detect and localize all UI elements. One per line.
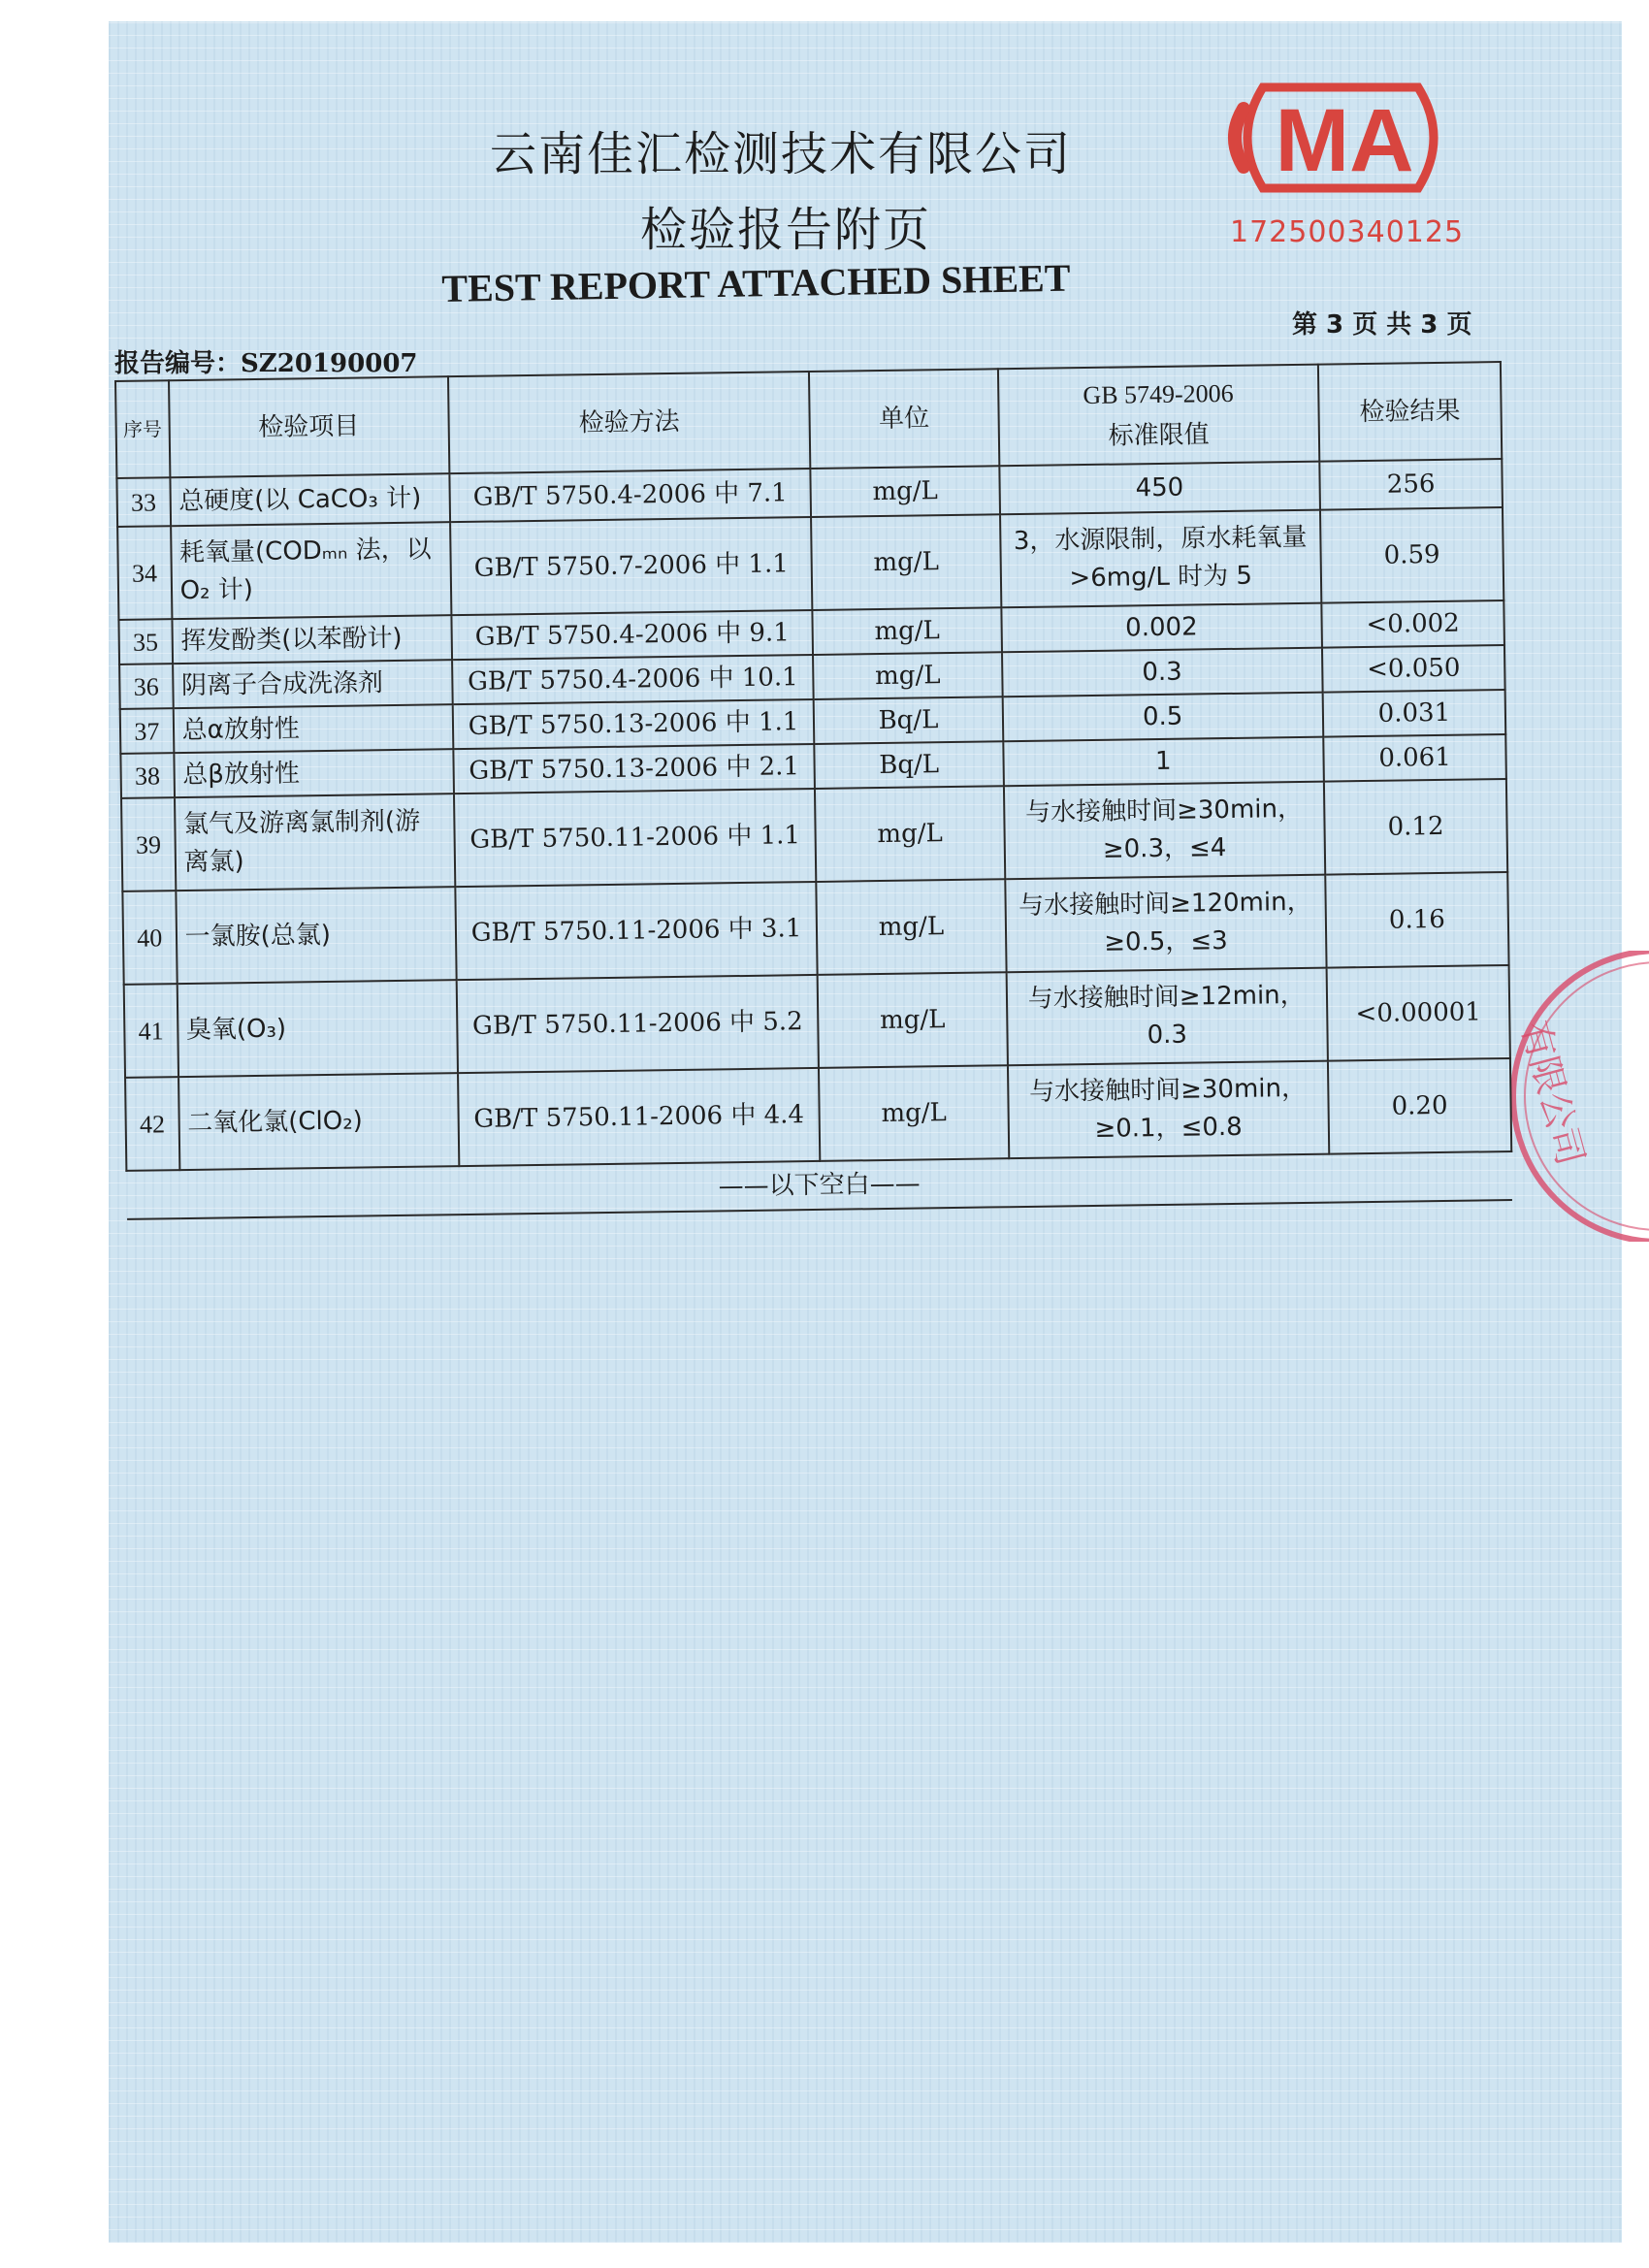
row-item: 二氧化氯(ClO₂) xyxy=(178,1073,459,1170)
row-seq: 41 xyxy=(124,984,178,1078)
row-seq: 40 xyxy=(122,891,177,985)
row-result: <0.00001 xyxy=(1327,965,1510,1061)
row-result: 256 xyxy=(1319,459,1503,510)
row-item: 一氯胺(总氯) xyxy=(176,887,456,984)
seal-text: 有限公司 xyxy=(1512,1016,1593,1170)
report-number-label: 报告编号： xyxy=(114,349,242,378)
row-method: GB/T 5750.4-2006 中 9.1 xyxy=(451,610,814,660)
row-limit: 0.5 xyxy=(1002,693,1323,742)
row-item: 耗氧量(CODₘₙ 法，以 O₂ 计) xyxy=(171,522,451,619)
row-seq: 34 xyxy=(117,526,172,620)
header-limit-line2: 标准限值 xyxy=(1108,419,1210,451)
page-info: 第 3 页 共 3 页 xyxy=(1292,310,1472,340)
row-limit: 与水接触时间≥30min，≥0.1，≤0.8 xyxy=(1007,1061,1329,1159)
header-limit xyxy=(997,365,1319,467)
header-item: 检验项目 xyxy=(169,376,449,477)
row-method: GB/T 5750.11-2006 中 3.1 xyxy=(455,882,818,980)
row-item: 总α放射性 xyxy=(173,704,453,753)
row-item: 臭氧(O₃) xyxy=(177,980,457,1077)
row-method: GB/T 5750.13-2006 中 2.1 xyxy=(453,744,816,794)
row-unit: mg/L xyxy=(813,607,1002,655)
sheet-title-en: TEST REPORT ATTACHED SHEET xyxy=(441,255,1071,310)
result-table xyxy=(114,361,1513,1220)
row-item: 阴离子合成洗涤剂 xyxy=(173,660,453,708)
row-method: GB/T 5750.13-2006 中 1.1 xyxy=(452,699,815,749)
row-unit: mg/L xyxy=(814,652,1003,699)
end-note: ——以下空白—— xyxy=(126,1151,1512,1219)
row-seq: 37 xyxy=(120,708,174,754)
row-limit: 1 xyxy=(1003,737,1324,787)
row-item: 挥发酚类(以苯酚计) xyxy=(172,615,452,664)
company-name: 云南佳汇检测技术有限公司 xyxy=(490,127,1073,181)
row-result: <0.050 xyxy=(1322,645,1505,693)
row-unit: mg/L xyxy=(812,514,1001,610)
report-number xyxy=(114,343,418,379)
row-unit: mg/L xyxy=(817,879,1006,975)
row-result: 0.16 xyxy=(1325,872,1508,968)
row-unit: mg/L xyxy=(811,466,1000,517)
row-result: 0.061 xyxy=(1323,734,1506,782)
cma-logo-text: MA xyxy=(1275,91,1414,190)
table-header-row xyxy=(115,362,1502,478)
row-method: GB/T 5750.11-2006 中 1.1 xyxy=(454,789,817,887)
row-limit: 与水接触时间≥30min，≥0.3，≤4 xyxy=(1003,782,1325,880)
row-limit: 与水接触时间≥120min，≥0.5，≤3 xyxy=(1005,875,1327,973)
header-method: 检验方法 xyxy=(448,372,811,473)
row-unit: mg/L xyxy=(818,972,1007,1068)
row-method: GB/T 5750.7-2006 中 1.1 xyxy=(450,517,813,615)
report-number-value: SZ20190007 xyxy=(241,349,418,378)
row-item: 总硬度(以 CaCO₃ 计) xyxy=(170,473,450,526)
row-result: 0.12 xyxy=(1324,779,1507,875)
header-result: 检验结果 xyxy=(1318,362,1502,462)
row-result: 0.031 xyxy=(1323,690,1506,737)
row-seq: 38 xyxy=(120,753,174,798)
row-seq: 33 xyxy=(116,477,170,527)
row-unit: mg/L xyxy=(815,786,1004,882)
header-seq: 序号 xyxy=(115,380,170,478)
row-method: GB/T 5750.11-2006 中 4.4 xyxy=(458,1068,821,1166)
row-limit: 450 xyxy=(999,462,1320,515)
row-limit: 与水接触时间≥12min，0.3 xyxy=(1006,968,1328,1066)
row-seq: 42 xyxy=(125,1077,179,1171)
header-unit: 单位 xyxy=(809,369,998,469)
row-seq: 35 xyxy=(118,619,172,664)
row-seq: 39 xyxy=(121,797,176,891)
row-item: 总β放射性 xyxy=(174,749,454,797)
cma-number: 172500340125 xyxy=(1230,215,1465,249)
row-limit: 3，水源限制，原水耗氧量>6mg/L 时为 5 xyxy=(1000,510,1322,608)
row-method: GB/T 5750.4-2006 中 10.1 xyxy=(452,655,815,704)
header-limit-line1: GB 5749-2006 xyxy=(1083,378,1234,409)
row-item: 氯气及游离氯制剂(游离氯) xyxy=(175,794,455,891)
row-method: GB/T 5750.4-2006 中 7.1 xyxy=(449,469,812,522)
cma-logo-icon xyxy=(1224,70,1457,206)
row-method: GB/T 5750.11-2006 中 5.2 xyxy=(456,975,819,1073)
row-unit: Bq/L xyxy=(815,741,1004,789)
row-unit: mg/L xyxy=(819,1065,1008,1161)
sheet-title-cn: 检验报告附页 xyxy=(640,203,932,257)
row-limit: 0.002 xyxy=(1001,603,1322,653)
row-seq: 36 xyxy=(119,664,173,709)
row-result: 0.59 xyxy=(1320,507,1504,603)
row-limit: 0.3 xyxy=(1002,648,1323,697)
row-result: <0.002 xyxy=(1321,600,1504,648)
row-result: 0.20 xyxy=(1328,1058,1511,1154)
row-unit: Bq/L xyxy=(814,697,1003,744)
